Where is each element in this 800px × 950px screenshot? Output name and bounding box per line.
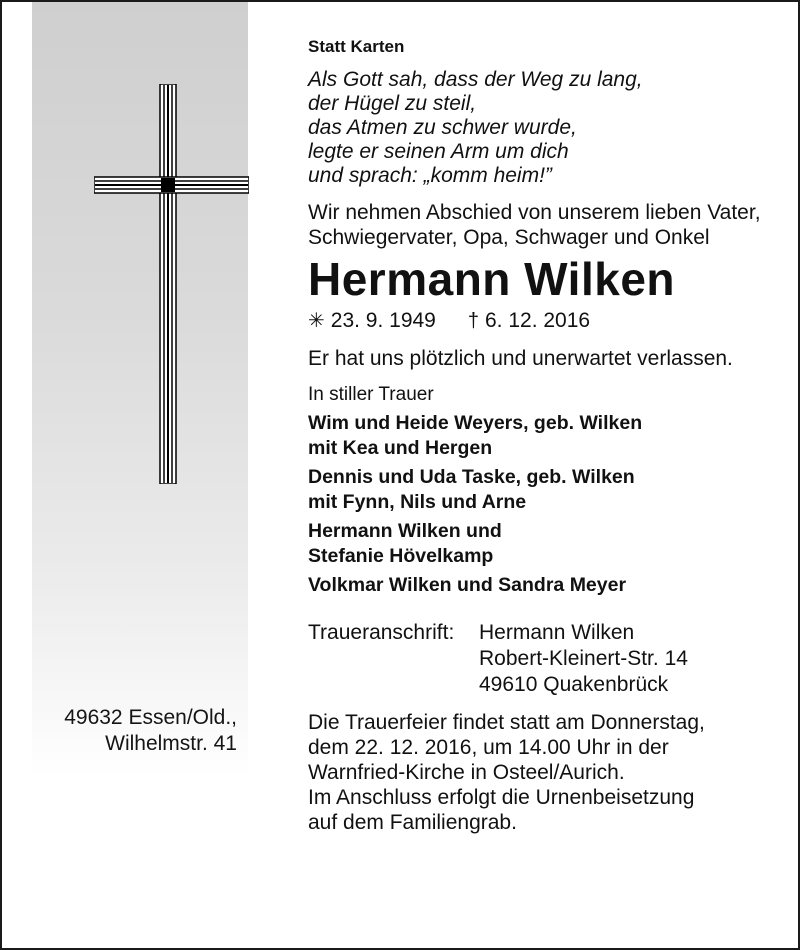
family-line: Stefanie Hövelkamp	[308, 545, 494, 567]
family-group	[308, 519, 778, 569]
sender-address	[32, 705, 237, 757]
cross-icon	[94, 84, 249, 484]
poem	[308, 68, 778, 188]
funeral-line: Die Trauerfeier findet statt am Donnerstag,	[308, 711, 705, 734]
death-date: 6. 12. 2016	[484, 309, 591, 332]
mourning-address-line: Robert-Kleinert-Str. 14	[479, 647, 688, 670]
family-group	[308, 411, 778, 461]
funeral-line: Warnfried-Kirche in Osteel/Aurich.	[308, 761, 625, 784]
notice-heading: Statt Karten	[308, 37, 405, 56]
birth-date: 23. 9. 1949	[330, 309, 436, 332]
family-group	[308, 573, 778, 598]
family-list	[308, 411, 778, 598]
family-line: Wim und Heide Weyers, geb. Wilken	[308, 412, 643, 434]
mourning-address	[308, 620, 778, 698]
address-line: Wilhelmstr. 41	[105, 732, 237, 755]
family-line: Dennis und Uda Taske, geb. Wilken	[308, 466, 635, 488]
poem-line: das Atmen zu schwer wurde,	[308, 116, 577, 139]
poem-line: und sprach: „komm heim!”	[308, 164, 552, 187]
family-line: Hermann Wilken und	[308, 520, 502, 542]
notice-content	[308, 36, 778, 835]
sidebar-panel	[32, 2, 248, 777]
family-line: Volkmar Wilken und Sandra Meyer	[308, 574, 627, 596]
birth-star-icon: ✳	[308, 310, 325, 332]
mourning-address-line: 49610 Quakenbrück	[479, 673, 669, 696]
funeral-line: auf dem Familiengrab.	[308, 811, 517, 834]
life-dates	[308, 308, 778, 334]
mourning-label: In stiller Trauer	[308, 384, 434, 405]
death-cross-icon: †	[467, 310, 479, 332]
mourning-address-line: Hermann Wilken	[479, 621, 635, 644]
mourning-address-label: Traueranschrift:	[308, 621, 455, 644]
family-line: mit Kea und Hergen	[308, 437, 493, 459]
poem-line: Als Gott sah, dass der Weg zu lang,	[308, 68, 643, 91]
poem-line: legte er seinen Arm um dich	[308, 140, 569, 163]
funeral-info	[308, 710, 778, 835]
death-message: Er hat uns plötzlich und unerwartet verlassen.	[308, 347, 733, 370]
poem-line: der Hügel zu steil,	[308, 92, 477, 115]
funeral-line: dem 22. 12. 2016, um 14.00 Uhr in der	[308, 736, 669, 759]
farewell-intro: Wir nehmen Abschied von unserem lieben Vater, Schwiegervater, Opa, Schwager und Onkel	[308, 201, 761, 249]
family-group	[308, 465, 778, 515]
funeral-line: Im Anschluss erfolgt die Urnenbeisetzung	[308, 786, 695, 809]
deceased-name: Hermann Wilken	[308, 253, 676, 305]
family-line: mit Fynn, Nils und Arne	[308, 491, 527, 513]
address-line: 49632 Essen/Old.,	[64, 706, 237, 729]
